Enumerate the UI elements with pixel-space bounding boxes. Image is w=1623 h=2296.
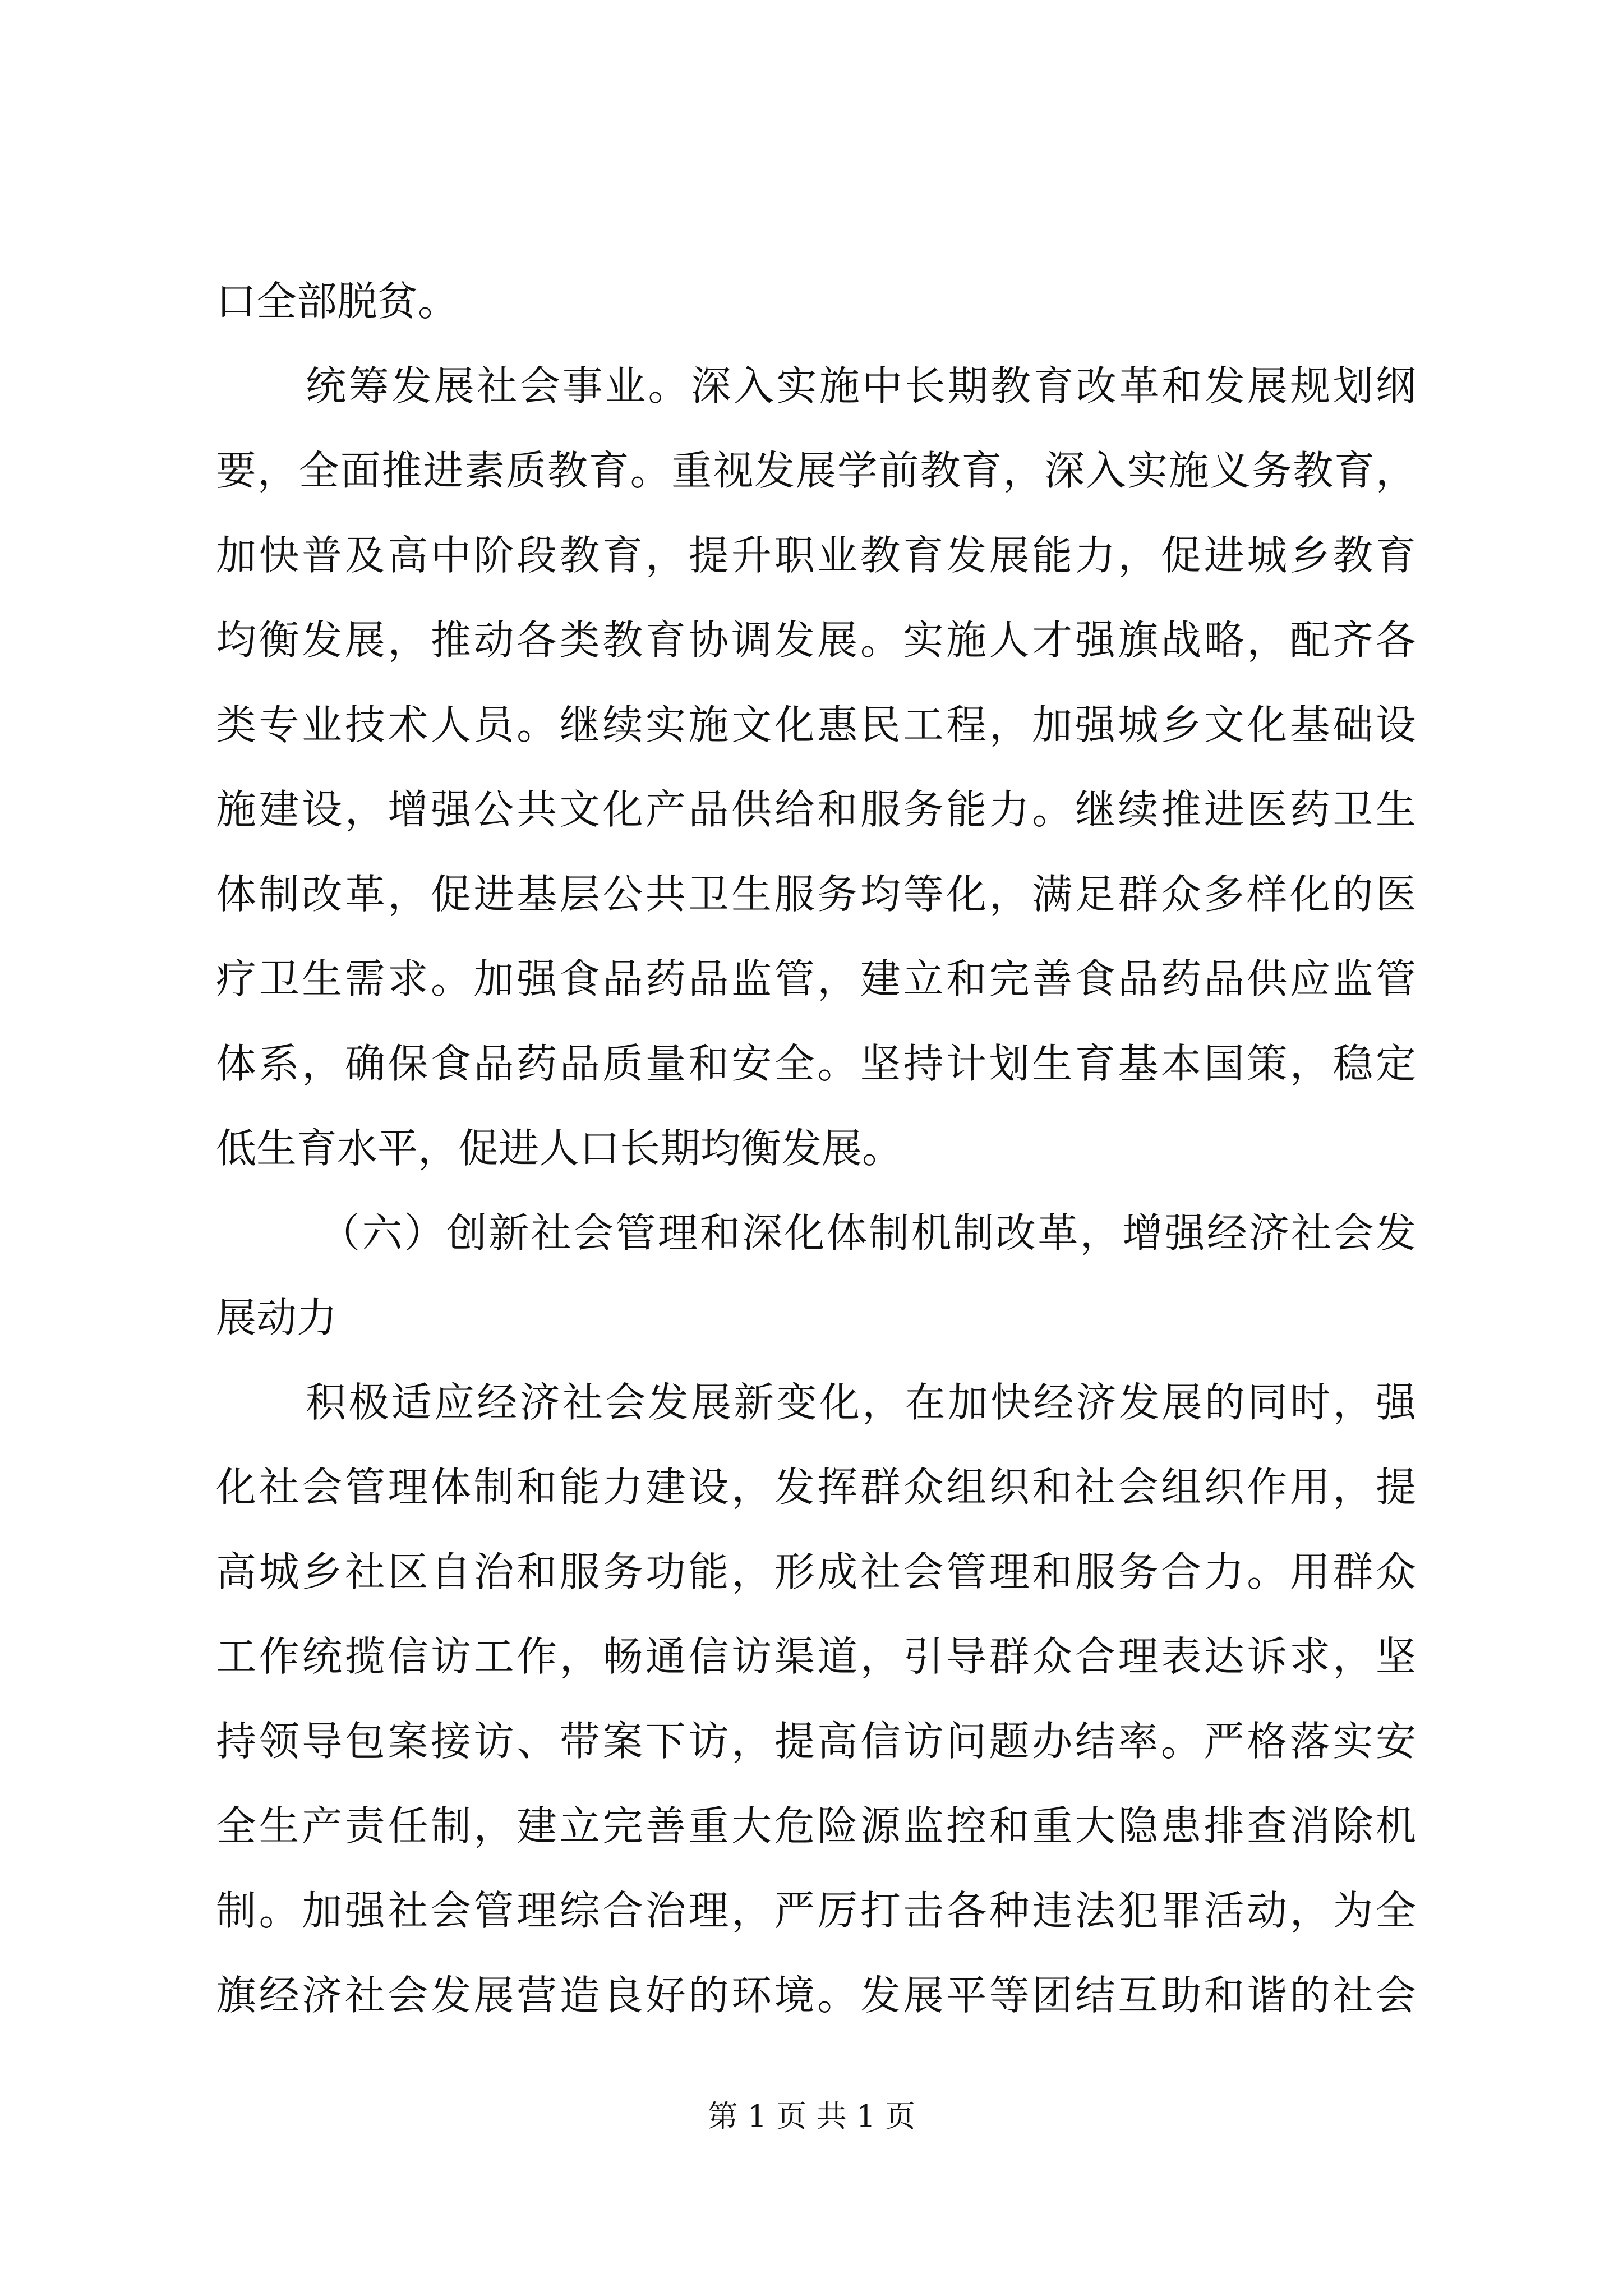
section-heading-line: （六）创新社会管理和深化体制机制改革，增强经济社会发 [320,1209,1416,1257]
page-footer: 第 1 页 共 1 页 [707,2099,916,2134]
text-line: 类专业技术人员。继续实施文化惠民工程，加强城乡文化基础设 [216,701,1416,748]
text-line: 工作统揽信访工作，畅通信访渠道，引导群众合理表达诉求，坚 [216,1633,1416,1680]
text-line: 高城乡社区自治和服务功能，形成社会管理和服务合力。用群众 [216,1548,1416,1595]
text-line: 要，全面推进素质教育。重视发展学前教育，深入实施义务教育， [216,447,1416,494]
text-line: 体系，确保食品药品质量和安全。坚持计划生育基本国策，稳定 [216,1040,1416,1087]
text-line: 统筹发展社会事业。深入实施中长期教育改革和发展规划纲 [306,362,1416,409]
text-line: 体制改革，促进基层公共卫生服务均等化，满足群众多样化的医 [216,871,1416,918]
text-line: 积极适应经济社会发展新变化，在加快经济发展的同时，强 [306,1379,1416,1426]
text-line: 加快普及高中阶段教育，提升职业教育发展能力，促进城乡教育 [216,532,1416,579]
text-line: 化社会管理体制和能力建设，发挥群众组织和社会组织作用，提 [216,1464,1416,1511]
text-line: 持领导包案接访、带案下访，提高信访问题办结率。严格落实安 [216,1718,1416,1765]
text-line: 制。加强社会管理综合治理，严厉打击各种违法犯罪活动，为全 [216,1887,1416,1934]
text-line: 均衡发展，推动各类教育协调发展。实施人才强旗战略，配齐各 [216,616,1416,664]
text-line: 展动力 [216,1294,338,1341]
text-line: 疗卫生需求。加强食品药品监管，建立和完善食品药品供应监管 [216,955,1416,1002]
text-line: 施建设，增强公共文化产品供给和服务能力。继续推进医药卫生 [216,786,1416,833]
document-body [216,259,1416,2038]
text-line: 口全部脱贫。 [216,278,459,325]
text-line: 旗经济社会发展营造良好的环境。发展平等团结互助和谐的社会 [216,1972,1416,2019]
text-line: 全生产责任制，建立完善重大危险源监控和重大隐患排查消除机 [216,1802,1416,1849]
text-line: 低生育水平，促进人口长期均衡发展。 [216,1125,903,1172]
